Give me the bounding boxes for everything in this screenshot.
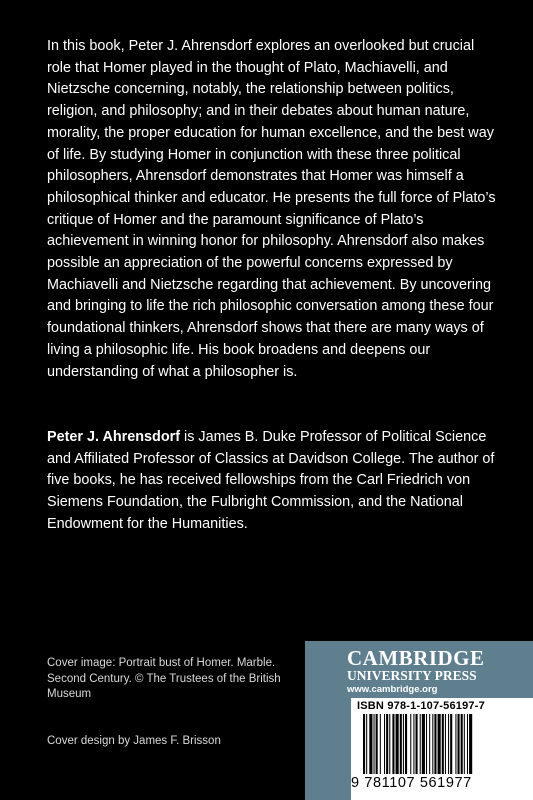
- barcode-bar: [426, 714, 427, 774]
- barcode-bar: [392, 714, 394, 774]
- author-name: Peter J. Ahrensdorf: [47, 429, 181, 445]
- barcode-bar: [376, 714, 378, 774]
- barcode-bar: [464, 714, 465, 774]
- barcode-icon: [361, 714, 531, 774]
- barcode-bar: [405, 714, 407, 774]
- barcode-bar: [455, 714, 456, 774]
- barcode-bar: [413, 714, 414, 774]
- cover-design-credit: Cover design by James F. Brisson: [47, 735, 221, 747]
- barcode-bar: [429, 714, 430, 774]
- barcode-bar: [374, 714, 375, 774]
- barcode-bar: [416, 714, 418, 774]
- barcode-bar: [386, 714, 388, 774]
- barcode-bar: [422, 714, 425, 774]
- barcode-bar: [410, 714, 411, 774]
- author-bio: [47, 427, 497, 536]
- publisher-name: CAMBRIDGE: [347, 646, 485, 670]
- barcode-bar: [363, 714, 365, 774]
- barcode-bar: [366, 714, 367, 774]
- author-bio-text: is James B. Duke Professor of Political Science and Affiliated Professor of Classics at Davidson College. The author of five books, he has received fellowships from the Carl Friedrich von Siemens Foundation, the Fulbright Commission, and the National Endowment for the Humanities.: [47, 429, 495, 532]
- barcode-bar: [369, 714, 372, 774]
- barcode-bar: [384, 714, 385, 774]
- barcode-bar: [461, 714, 463, 774]
- barcode-bar: [420, 714, 421, 774]
- barcode-bar: [389, 714, 390, 774]
- barcode-bar: [403, 714, 404, 774]
- publisher-panel: [305, 641, 533, 800]
- barcode-bar: [396, 714, 399, 774]
- barcode-bar: [458, 714, 460, 774]
- back-cover-blurb: In this book, Peter J. Ahrensdorf explores an overlooked but crucial role that Homer played in the thought of Plato, Machiavelli, and Nietzsche concerning, notably, the relationship between politics, religion, and philosophy; and in their debates about human nature, morality, the proper education for human excellence, and the best way of life. By studying Homer in conjunction with these three political philosophers, Ahrensdorf demonstrates that Homer was himself a philosophical thinker and educator. He presents the full force of Plato’s critique of Homer and the paramount significance of Plato’s achievement in winning honor for philosophy. Ahrensdorf also makes possible an appreciation of the powerful concerns expressed by Machiavelli and Nietzsche regarding that achievement. By uncovering and bringing to life the rich philosophic conversation among these four foundational thinkers, Ahrensdorf shows that there are many ways of living a philosophic life. His book broadens and deepens our understanding of what a philosopher is.: [47, 38, 496, 380]
- barcode-bar: [448, 714, 449, 774]
- publisher-url: www.cambridge.org: [347, 684, 438, 695]
- barcode-digits: 9 781107 561977: [351, 775, 472, 791]
- barcode-bar: [450, 714, 452, 774]
- barcode-bar: [380, 714, 381, 774]
- barcode-bar: [400, 714, 402, 774]
- barcode-bar: [469, 714, 472, 774]
- barcode-bar: [432, 714, 433, 774]
- barcode-bar: [467, 714, 468, 774]
- barcode-box: [351, 698, 533, 800]
- isbn-label: ISBN 978-1-107-56197-7: [357, 700, 485, 712]
- barcode-bar: [442, 714, 444, 774]
- publisher-press: UNIVERSITY PRESS: [347, 668, 477, 683]
- cover-image-credit: Cover image: Portrait bust of Homer. Marble. Second Century. © The Trustees of the British Museum: [47, 657, 281, 700]
- barcode-bar: [434, 714, 436, 774]
- barcode-bar: [445, 714, 446, 774]
- barcode-bar: [438, 714, 441, 774]
